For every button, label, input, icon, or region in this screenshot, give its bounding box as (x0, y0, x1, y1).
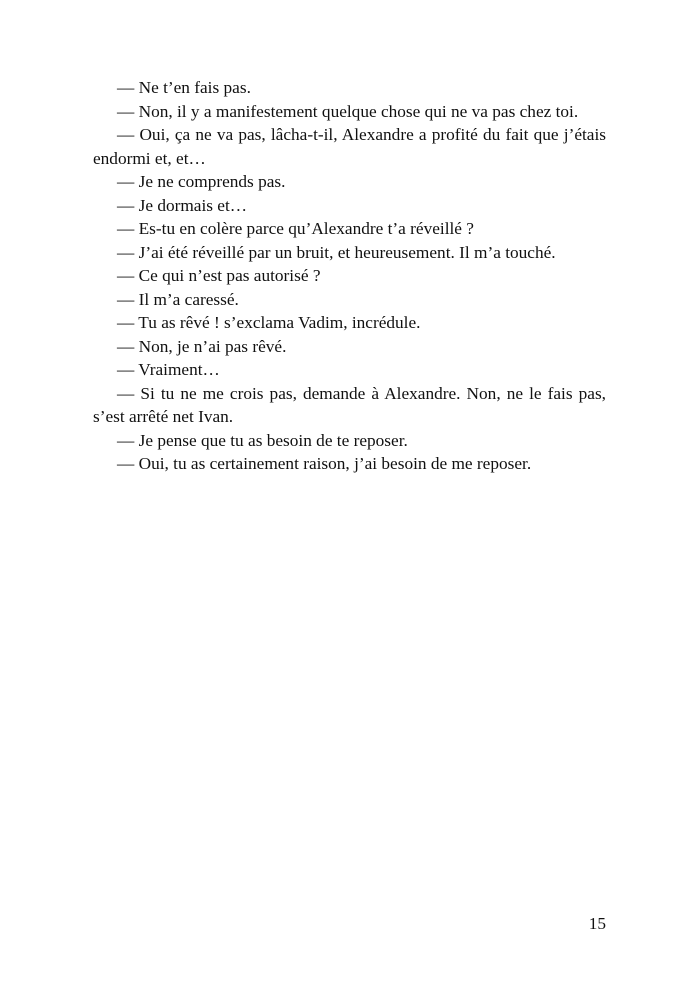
dialogue-text (93, 76, 606, 476)
dialogue-line: — Oui, ça ne va pas, lâcha-t-il, Alexandre a profité du fait que j’étais endormi et, et… (93, 125, 606, 168)
dialogue-line: — Vraiment… (117, 360, 220, 379)
dialogue-line: — Si tu ne me crois pas, demande à Alexandre. Non, ne le fais pas, s’est arrêté net Ivan. (93, 383, 606, 426)
dialogue-line: — J’ai été réveillé par un bruit, et heureusement. Il m’a touché. (117, 242, 556, 262)
dialogue-line: — Ce qui n’est pas autorisé ? (117, 266, 321, 285)
dialogue-line: — Je pense que tu as besoin de te reposer. (117, 430, 408, 450)
dialogue-line: — Tu as rêvé ! s’exclama Vadim, incrédule. (117, 313, 421, 332)
dialogue-line: — Ne t’en fais pas. (117, 78, 251, 97)
dialogue-line: — Non, il y a manifestement quelque chose qui ne va pas chez toi. (117, 101, 579, 121)
dialogue-line: — Il m’a caressé. (117, 289, 239, 309)
dialogue-line: — Es-tu en colère parce qu’Alexandre t’a réveillé ? (117, 219, 474, 238)
dialogue-line: — Je dormais et… (117, 195, 248, 215)
page-number: 15 (588, 914, 606, 933)
dialogue-line: — Non, je n’ai pas rêvé. (117, 336, 287, 356)
dialogue-line: — Oui, tu as certainement raison, j’ai besoin de me reposer. (117, 454, 532, 473)
dialogue-line: — Je ne comprends pas. (117, 172, 286, 191)
